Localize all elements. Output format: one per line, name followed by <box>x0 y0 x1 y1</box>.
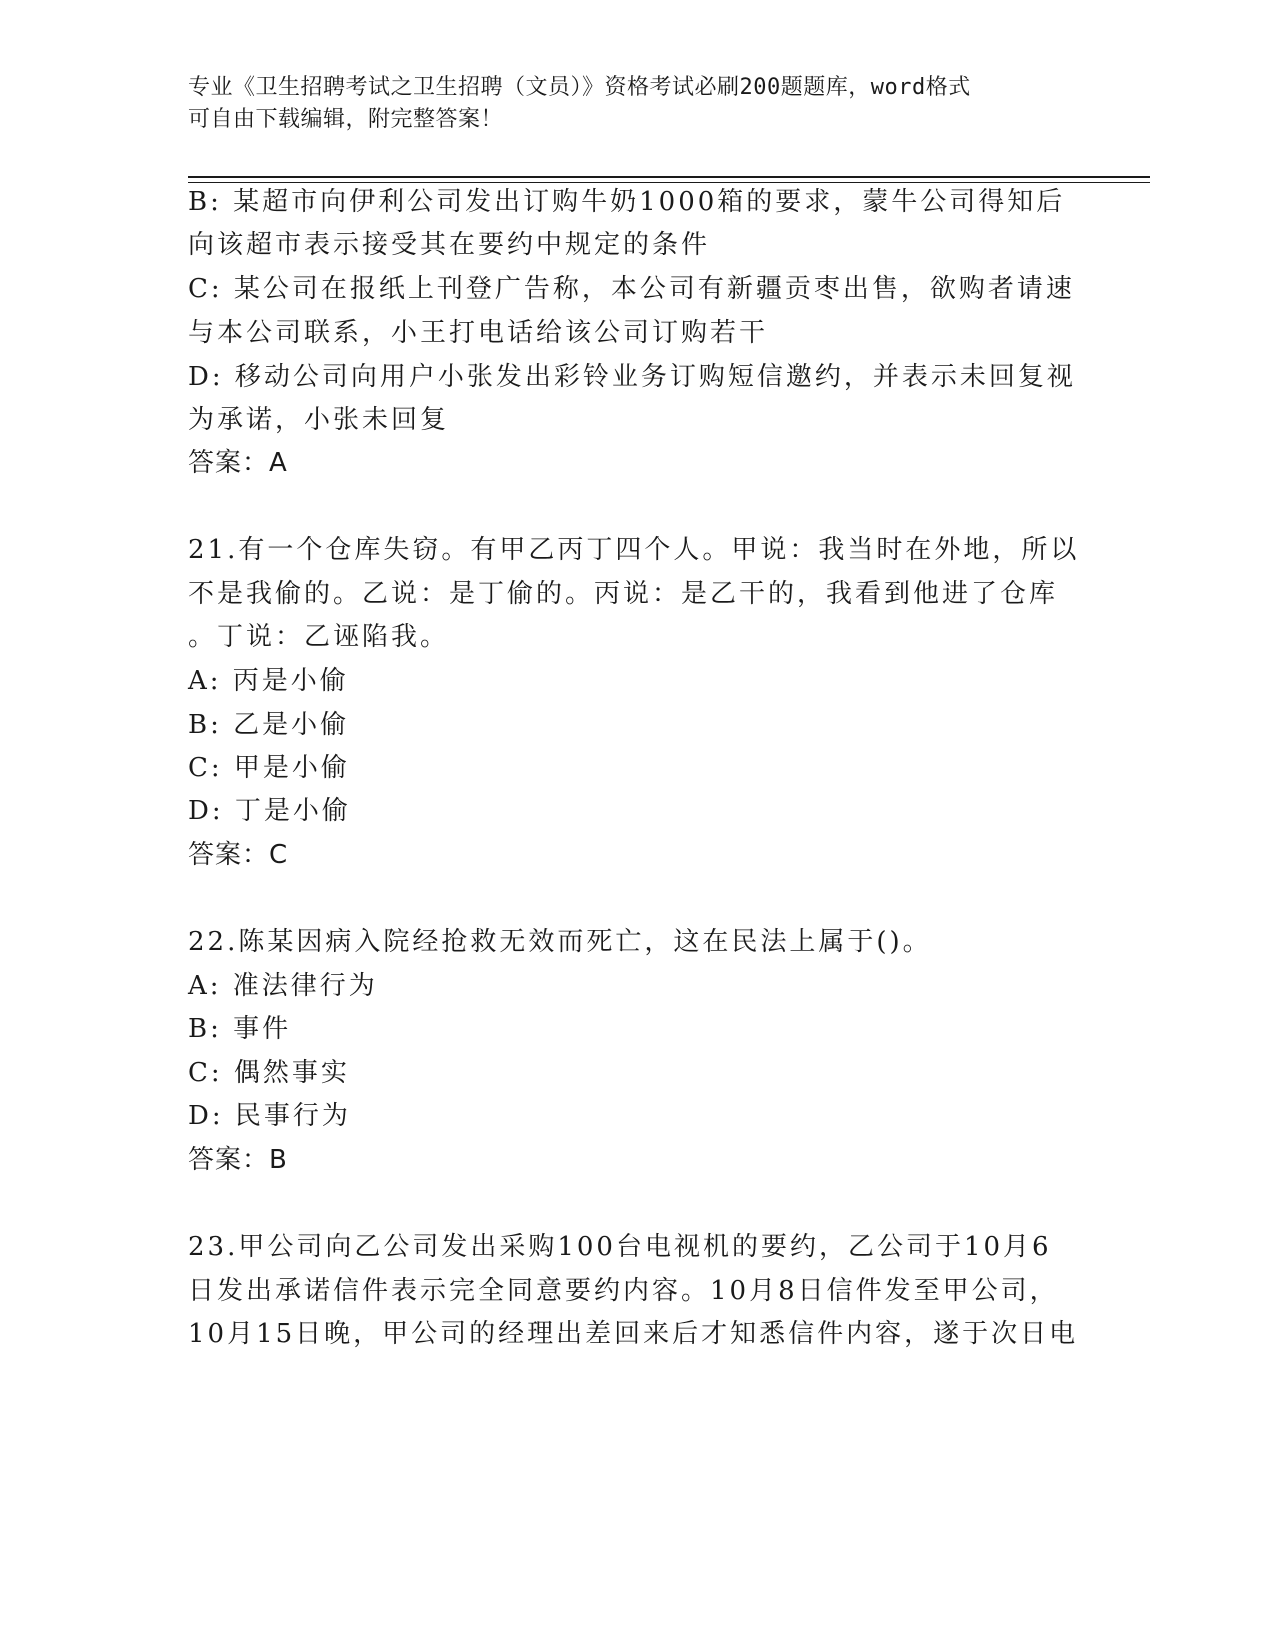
q21-stem-line-1: 21.有一个仓库失窃。有甲乙丙丁四个人。甲说：我当时在外地，所以 <box>188 535 1080 565</box>
q23-stem-line-1: 23.甲公司向乙公司发出采购100台电视机的要约，乙公司于10月6 <box>188 1232 1052 1262</box>
header-divider-thin <box>188 182 1150 183</box>
document-header <box>188 72 1088 136</box>
q20-option-d-line-2: 为承诺，小张未回复 <box>188 405 450 435</box>
header-line-2: 可自由下载编辑，附完整答案！ <box>188 107 504 132</box>
q23-stem-line-3: 10月15日晚，甲公司的经理出差回来后才知悉信件内容，遂于次日电 <box>188 1319 1079 1349</box>
q21-stem-line-2: 不是我偷的。乙说：是丁偷的。丙说：是乙干的，我看到他进了仓库 <box>188 579 1059 609</box>
q21-option-d: D: 丁是小偷 <box>188 796 351 826</box>
q22-option-c: C: 偶然事实 <box>188 1058 350 1088</box>
q21-answer: 答案：C <box>188 840 289 870</box>
q21-stem-line-3: 。丁说：乙诬陷我。 <box>188 622 450 652</box>
q20-option-c-line-2: 与本公司联系，小王打电话给该公司订购若干 <box>188 318 769 348</box>
q20-option-c-line-1: C: 某公司在报纸上刊登广告称，本公司有新疆贡枣出售，欲购者请速 <box>188 274 1075 304</box>
header-line-1: 专业《卫生招聘考试之卫生招聘（文员）》资格考试必刷200题题库，word格式 <box>188 75 971 100</box>
q22-option-d: D: 民事行为 <box>188 1101 351 1131</box>
q22-option-b: B: 事件 <box>188 1014 292 1044</box>
q21-option-a: A: 丙是小偷 <box>188 666 349 696</box>
header-divider-thick <box>188 176 1150 178</box>
q21-option-b: B: 乙是小偷 <box>188 710 350 740</box>
q22-stem-line-1: 22.陈某因病入院经抢救无效而死亡，这在民法上属于()。 <box>188 927 932 957</box>
q22-option-a: A: 准法律行为 <box>188 971 378 1001</box>
q20-option-d-line-1: D: 移动公司向用户小张发出彩铃业务订购短信邀约，并表示未回复视 <box>188 362 1076 392</box>
q23-stem-line-2: 日发出承诺信件表示完全同意要约内容。10月8日信件发至甲公司， <box>188 1276 1059 1306</box>
q20-option-b-line-2: 向该超市表示接受其在要约中规定的条件 <box>188 230 711 260</box>
q21-option-c: C: 甲是小偷 <box>188 753 350 783</box>
q20-answer: 答案：A <box>188 448 288 478</box>
q20-option-b-line-1: B: 某超市向伊利公司发出订购牛奶1000箱的要求，蒙牛公司得知后 <box>188 187 1066 217</box>
q22-answer: 答案：B <box>188 1145 288 1175</box>
